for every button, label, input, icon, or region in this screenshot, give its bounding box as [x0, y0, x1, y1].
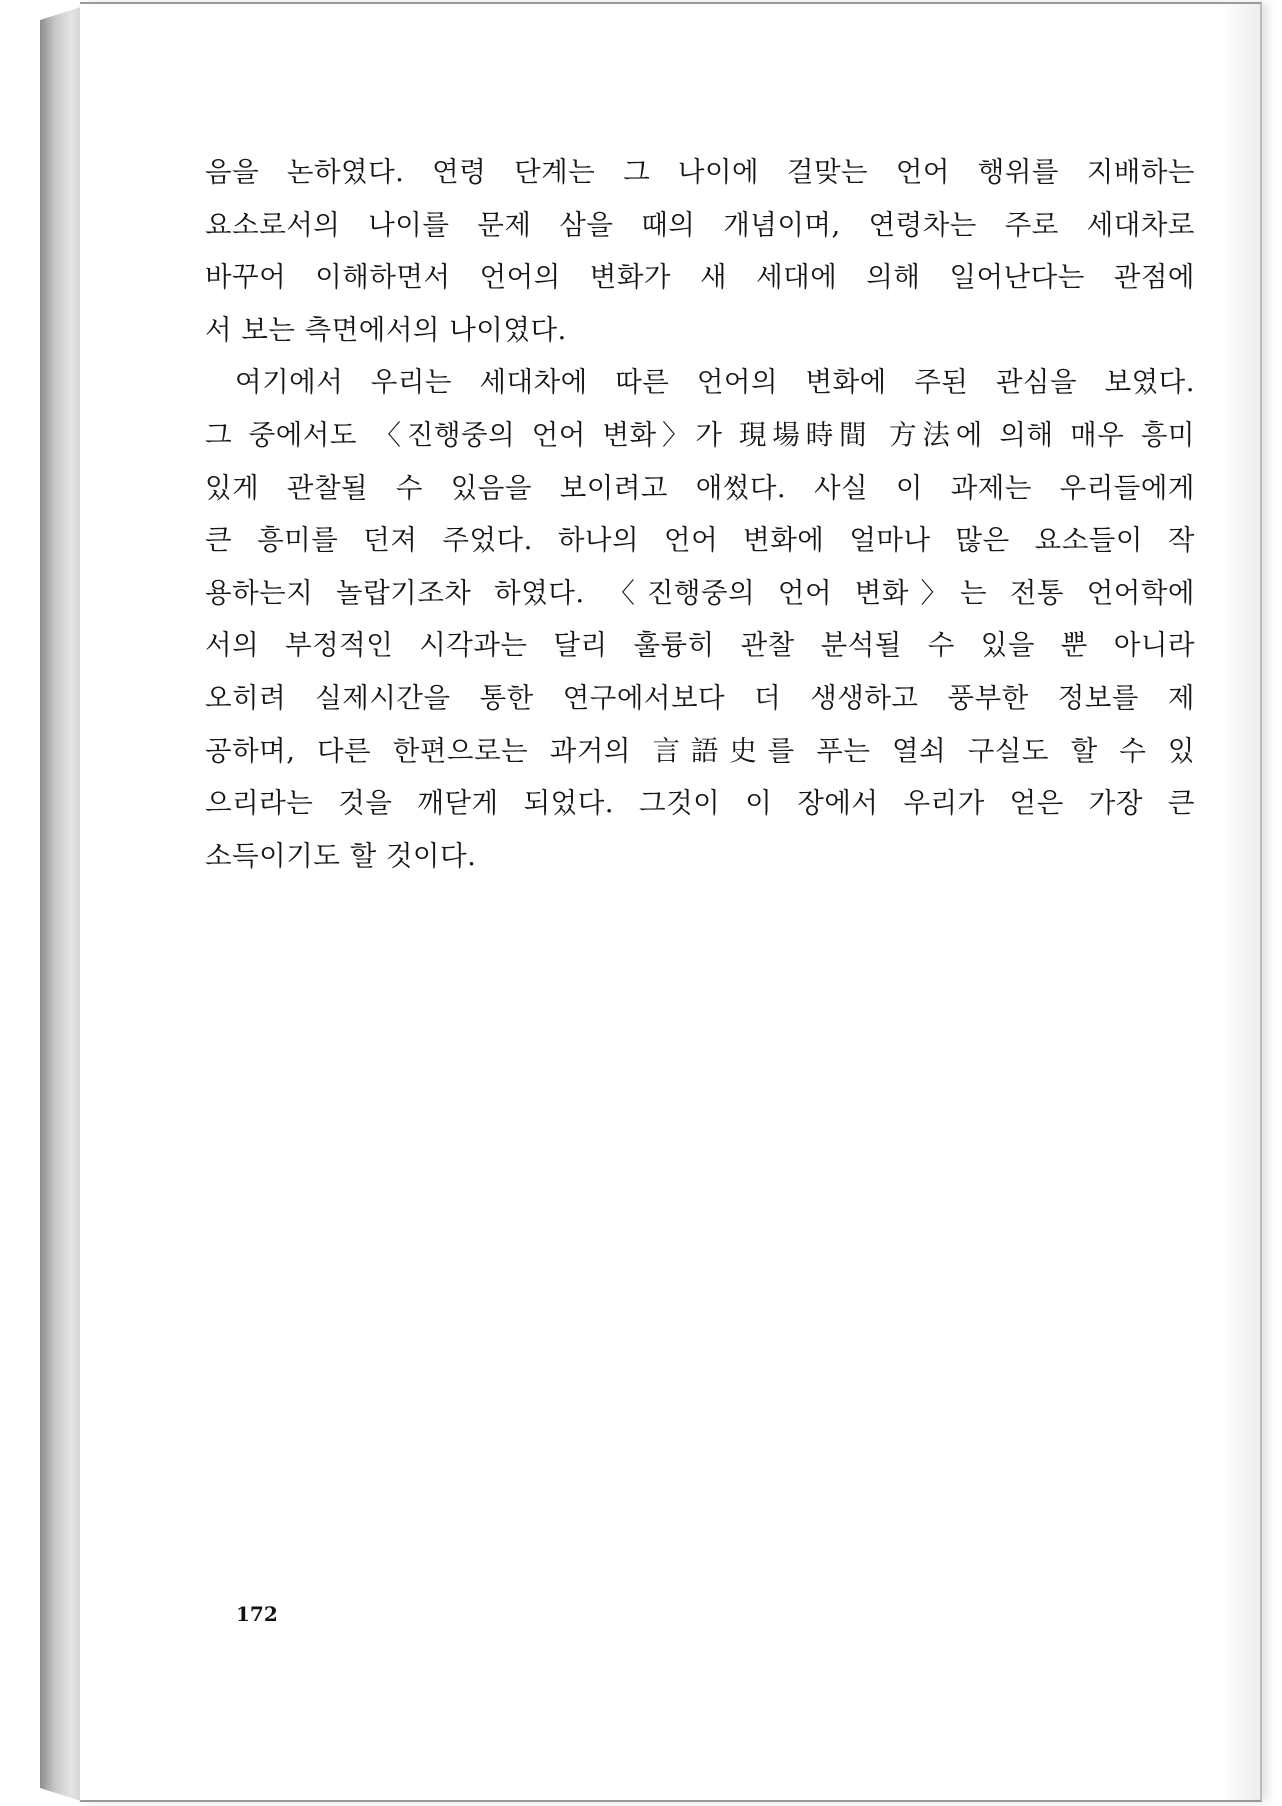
text-line: 으리라는 것을 깨닫게 되었다. 그것이 이 장에서 우리가 얻은 가장 큰 — [205, 787, 1195, 820]
body-text — [205, 146, 1195, 882]
text-line: 여기에서 우리는 세대차에 따른 언어의 변화에 주된 관심을 보였다. — [235, 366, 1195, 399]
text-line: 큰 흥미를 던져 주었다. 하나의 언어 변화에 얼마나 많은 요소들이 작 — [205, 524, 1195, 557]
text-line: 용하는지 놀랍기조차 하였다. 〈진행중의 언어 변화〉는 전통 언어학에 — [205, 576, 1195, 609]
text-line: 소득이기도 할 것이다. — [205, 839, 477, 872]
page — [80, 2, 1262, 1802]
text-line: 음을 논하였다. 연령 단계는 그 나이에 걸맞는 언어 행위를 지배하는 — [205, 156, 1195, 188]
text-line: 있게 관찰될 수 있음을 보이려고 애썼다. 사실 이 과제는 우리들에게 — [205, 471, 1195, 504]
text-line: 그 중에서도 〈진행중의 언어 변화〉가 現場時間 方法에 의해 매우 흥미 — [205, 418, 1195, 451]
text-line: 서의 부정적인 시각과는 달리 훌륭히 관찰 분석될 수 있을 뿐 아니라 — [205, 629, 1195, 662]
page-number: 172 — [236, 1602, 278, 1626]
text-line: 서 보는 측면에서의 나이였다. — [205, 313, 567, 346]
text-line: 오히려 실제시간을 통한 연구에서보다 더 생생하고 풍부한 정보를 제 — [205, 681, 1195, 714]
text-line: 바꾸어 이해하면서 언어의 변화가 새 세대에 의해 일어난다는 관점에 — [205, 261, 1195, 294]
text-line: 요소로서의 나이를 문제 삼을 때의 개념이며, 연령차는 주로 세대차로 — [205, 208, 1195, 241]
text-line: 공하며, 다른 한편으로는 과거의 言語史를 푸는 열쇠 구실도 할 수 있 — [205, 734, 1195, 767]
book-spine-edge — [40, 6, 84, 1802]
